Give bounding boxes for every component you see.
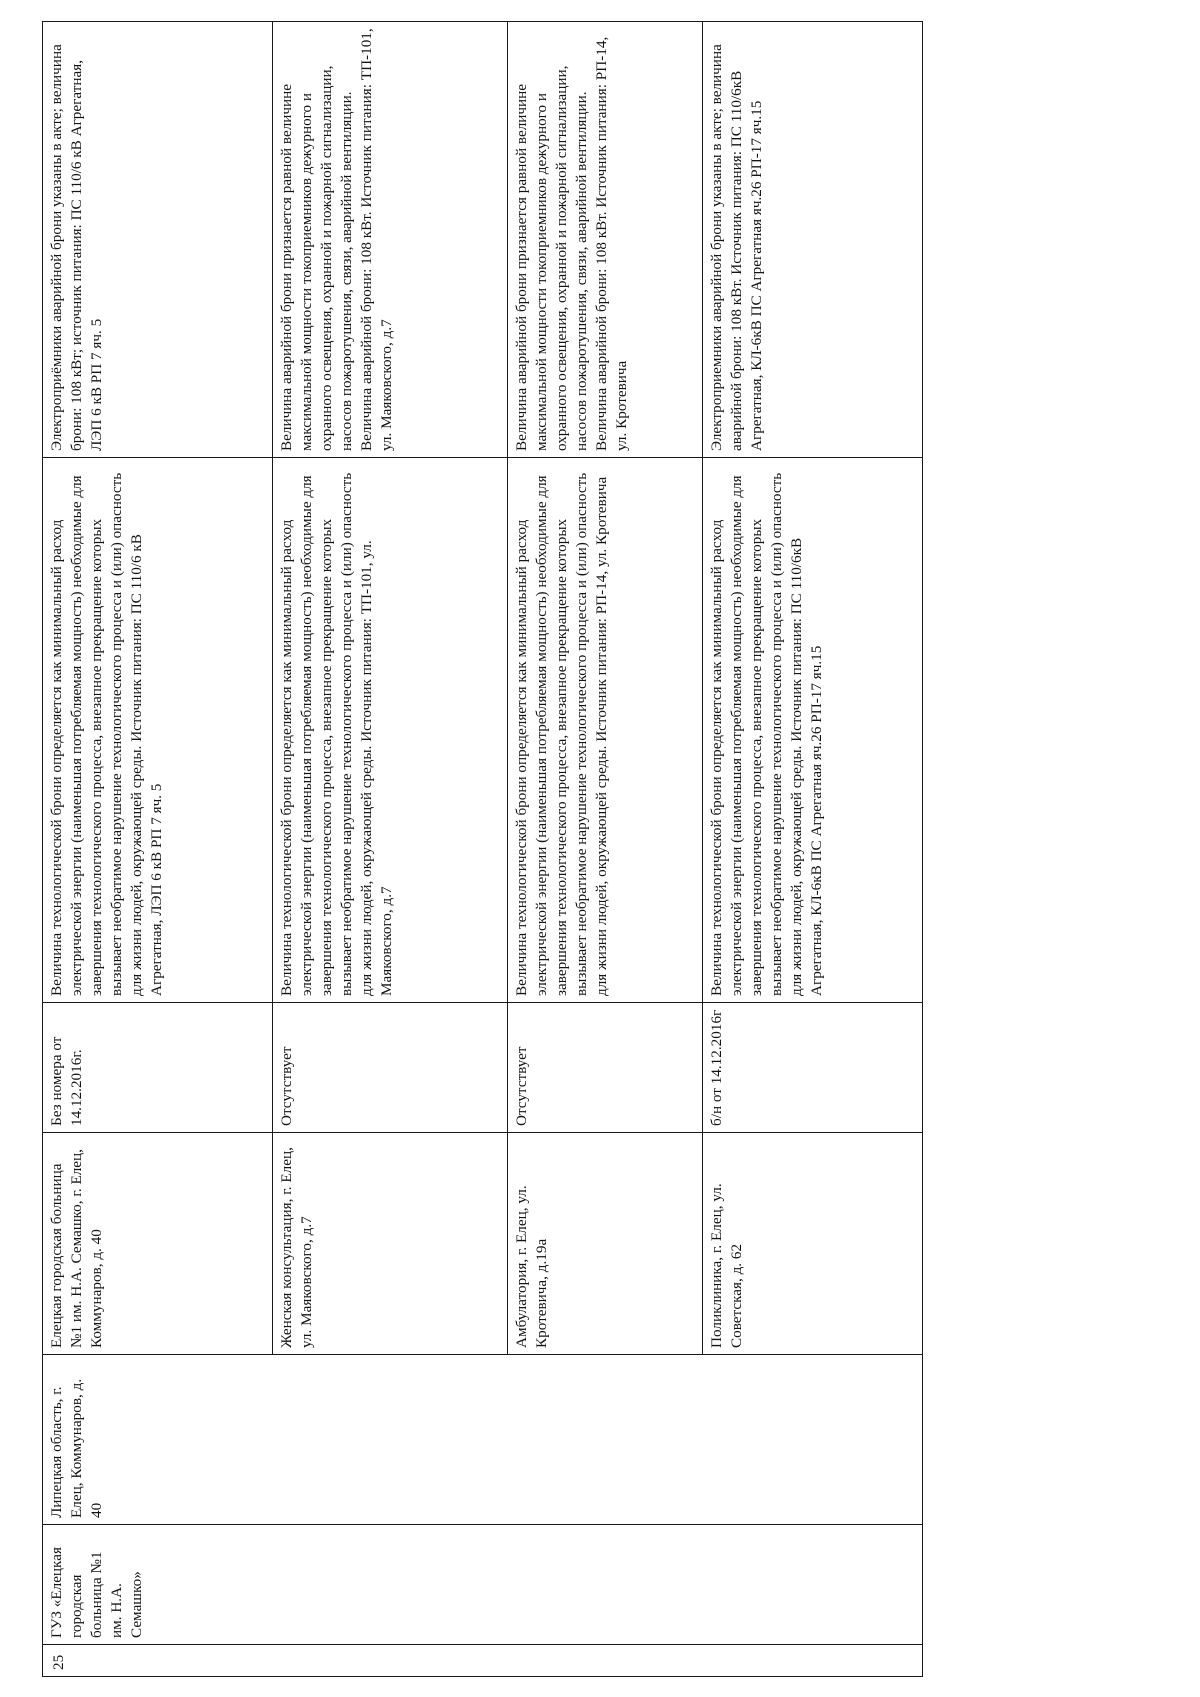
emergency-reserve-text: Электроприёмники аварийной брони указаны в акте; величина брони: 108 кВт; источник питания: ПС 110/6 кВ Агрегатная, ЛЭП 6 кВ РП 7 яч. 5 [48,44,106,451]
technological-reserve-cell [273,458,508,1003]
power-reserve-table [42,21,923,1677]
row-number: 25 [50,1654,67,1670]
address-cell [43,1355,923,1525]
act-info: б/н от 14.12.2016г [708,1009,725,1126]
technological-reserve-cell [508,458,703,1003]
table-row [43,22,273,1677]
act-info: Отсутствует [278,1046,295,1126]
technological-reserve-cell [703,458,923,1003]
organization-name: ГУЗ «Елецкая городская больница №1 им. Н.А. Семашко» [48,1547,146,1638]
emergency-reserve-text: Величина аварийной брони признается равной величине максимальной мощности токоприемников дежурного и охранного освещения, охранной и пожарной сигнализации, насосов пожаротушения, связи, аварийной вентиляции. Величина аварийной брони: 108 кВт. Источник питания: РП-14, ул. Кротевича [513,36,631,451]
technological-reserve-text: Величина технологической брони определяется как минимальный расход электрической энергии (наименьшая потребляемая мощность) необходимые для завершения технологического процесса, внезапное прекращение которых вызывает необратимое нарушение технологического процесса и (или) опасность для жизни людей, окружающей среды. Источник питания: ТП-101, ул. Маяковского, д.7 [278,472,396,996]
emergency-reserve-cell [273,22,508,458]
emergency-reserve-cell [703,22,923,458]
object-name: Поликлиника, г. Елец, ул. Советская, д. 62 [708,1183,746,1348]
technological-reserve-text: Величина технологической брони определяется как минимальный расход электрической энергии (наименьшая потребляемая мощность) необходимые для завершения технологического процесса, внезапное прекращение которых вызывает необратимое нарушение технологического процесса и (или) опасность для жизни людей, окружающей среды. Источник питания: ПС 110/6 кВ Агрегатная, ЛЭП 6 кВ РП 7 яч. 5 [48,472,166,996]
technological-reserve-text: Величина технологической брони определяется как минимальный расход электрической энергии (наименьшая потребляемая мощность) необходимые для завершения технологического процесса, внезапное прекращение которых вызывает необратимое нарушение технологического процесса и (или) опасность для жизни людей, окружающей среды. Источник питания: РП-14, ул. Кротевича [513,472,611,996]
act-cell [273,1003,508,1133]
object-name: Женская консультация, г. Елец, ул. Маяковского, д.7 [278,1147,316,1348]
object-cell [703,1133,923,1355]
emergency-reserve-cell [43,22,273,458]
emergency-reserve-text: Электроприемники аварийной брони указаны в акте; величина аварийной брони: 108 кВт. Источник питания: ПС 110/6кВ Агрегатная, КЛ-6кВ ПС Агрегатная яч.26 РП-17 яч.15 [708,44,766,451]
emergency-reserve-cell [508,22,703,458]
technological-reserve-text: Величина технологической брони определяется как минимальный расход электрической энергии (наименьшая потребляемая мощность) необходимые для завершения технологического процесса, внезапное прекращение которых вызывает необратимое нарушение технологического процесса и (или) опасность для жизни людей, окружающей среды. Источник питания: ПС 110/6кВ Агрегатная, КЛ-6кВ ПС Агрегатная яч.26 РП-17 яч.15 [708,472,826,996]
object-cell [273,1133,508,1355]
object-name: Елецкая городская больница №1 им. Н.А. Семашко, г. Елец, Коммунаров, д. 40 [48,1149,106,1348]
technological-reserve-cell [43,458,273,1003]
act-cell [703,1003,923,1133]
act-info: Без номера от 14.12.2016г. [48,1036,86,1126]
organization-cell [43,1525,923,1645]
act-cell [43,1003,273,1133]
emergency-reserve-text: Величина аварийной брони признается равной величине максимальной мощности токоприемников дежурного и охранного освещения, охранной и пожарной сигнализации, насосов пожаротушения, связи, аварийной вентиляции. Величина аварийной брони: 108 кВт. Источник питания: ТП-101, ул. Маяковского, д.7 [278,28,396,451]
act-cell [508,1003,703,1133]
object-name: Амбулатория, г. Елец, ул. Кротевича, д.19а [513,1185,551,1348]
organization-address: Липецкая область, г. Елец, Коммунаров, д. 40 [48,1378,106,1518]
object-cell [43,1133,273,1355]
act-info: Отсутствует [513,1046,530,1126]
object-cell [508,1133,703,1355]
row-number-cell [43,1645,923,1677]
